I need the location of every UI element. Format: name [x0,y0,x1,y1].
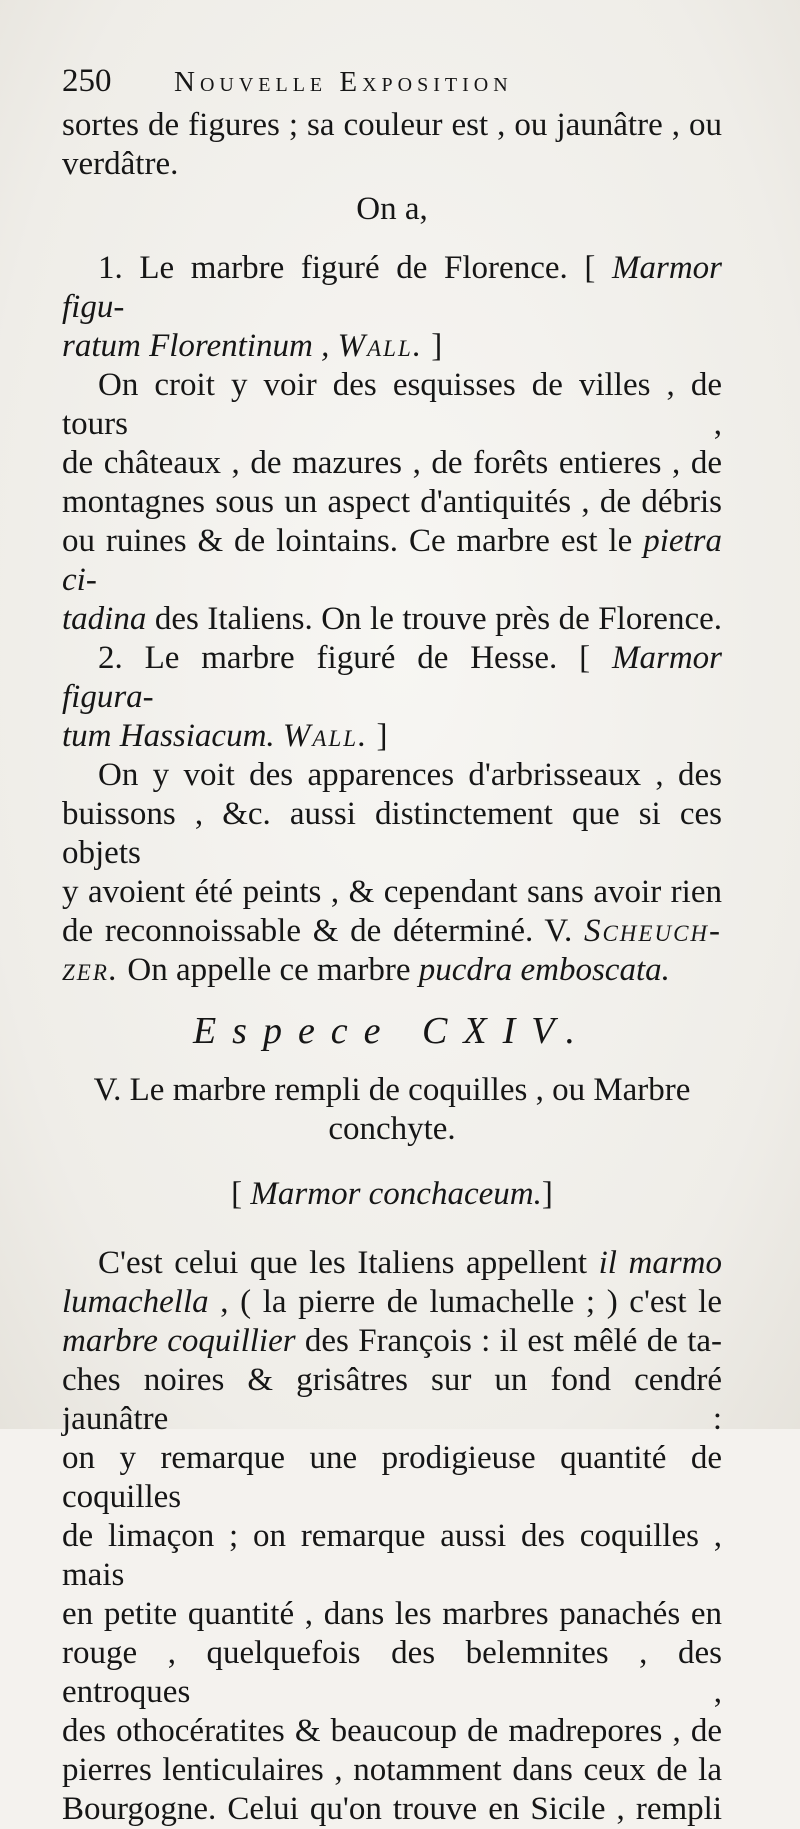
text-line: de châteaux , de mazures , de forêts entieres , de [62,445,722,481]
text-line: tadina des Italiens. On le trouve près de Florence. [62,601,722,637]
running-head: Nouvelle Exposition [174,66,513,98]
section-title: V. Le marbre rempli de coquilles , ou Marbre [93,1072,691,1108]
page-text [62,62,722,1829]
text-line: y avoient été peints , & cependant sans avoir rien [62,874,722,910]
text-line: marbre coquillier des François : il est mêlé de ta- [62,1323,723,1359]
item-1-title: 1. Le marbre figuré de Florence. [ Marmor figu- [62,250,722,325]
text-line: de limaçon ; on remarque aussi des coquilles , mais [62,1518,722,1593]
text-line: des othocératites & beaucoup de madrepores , de [62,1713,722,1749]
text-line: ou ruines & de lointains. Ce marbre est le pietra ci- [62,523,723,598]
text-line: sortes de figures ; sa couleur est , ou jaunâtre , ou [62,107,722,143]
text-line: rouge , quelquefois des belemnites , des entroques , [62,1635,722,1710]
item-2-title: 2. Le marbre figuré de Hesse. [ Marmor figura- [62,640,722,715]
subheading: On a, [356,191,428,227]
page-number: 250 [62,63,112,99]
species-heading: Espece CXIV. [192,1010,592,1052]
text-line: montagnes sous un aspect d'antiquités , de débris [62,484,722,520]
text-line: en petite quantité , dans les marbres panachés en [62,1596,722,1632]
text-line: On croit y voir des esquisses de villes , de tours , [62,367,722,442]
text-line: lumachella , ( la pierre de lumachelle ; ) c'est le [62,1284,722,1320]
text-line: On y voit des apparences d'arbrisseaux , des [98,757,722,793]
item-2-title-cont: tum Hassiacum. Wall. ] [62,718,388,754]
item-1-title-cont: ratum Florentinum , Wall. ] [62,328,443,364]
text-line: pierres lenticulaires , notamment dans ceux de la [62,1752,722,1788]
text-line: de reconnoissable & de déterminé. V. Scheuch- [62,913,723,949]
text-line: Bourgogne. Celui qu'on trouve en Sicile , rempli [62,1791,722,1827]
text-line: on y remarque une prodigieuse quantité de coquilles [62,1440,722,1515]
page-header [62,62,722,106]
text-line: buissons , &c. aussi distinctement que si ces objets [62,796,722,871]
text-line: verdâtre. [62,146,179,182]
text-line: C'est celui que les Italiens appellent il marmo [98,1245,722,1281]
section-title-cont: conchyte. [328,1111,456,1147]
text-line: ches noires & grisâtres sur un fond cendré jaunâtre : [62,1362,722,1437]
text-line: zer. On appelle ce marbre pucdra emboscata. [62,952,670,988]
latin-name: [ Marmor conchaceum.] [231,1176,553,1212]
